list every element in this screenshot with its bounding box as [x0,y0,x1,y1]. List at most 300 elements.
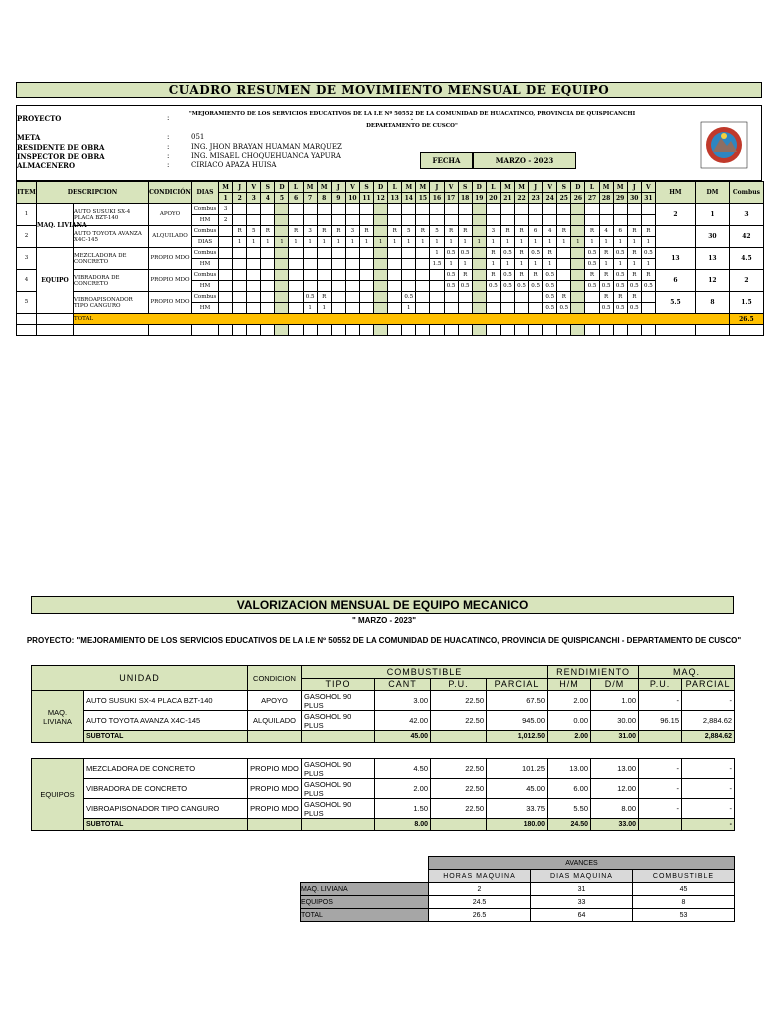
equipment-description: VIBRADORA DE CONCRETO [74,270,149,292]
day-cell [247,248,261,259]
day-cell: R [543,248,557,259]
empty [247,325,261,336]
day-cell [514,204,528,215]
day-cell [247,204,261,215]
empty [729,325,763,336]
dm: 8.00 [591,799,639,819]
empty [514,325,528,336]
day-cell [275,248,289,259]
day-cell [571,204,585,215]
day-cell: 3 [303,226,317,237]
day-cell: R [613,292,627,303]
empty [613,325,627,336]
day-cell [331,259,345,270]
day-cell: 0.5 [641,281,655,292]
item-number: 5 [17,292,37,314]
avances-col-combus: COMBUSTIBLE [633,870,735,883]
weekday: L [486,182,500,193]
row-type: HM [192,281,219,292]
day-cell [430,281,444,292]
day-cell [247,292,261,303]
subtotal-parcial2: - [682,819,735,831]
day-cell [359,292,373,303]
day-cell [275,303,289,314]
empty [430,325,444,336]
empty [641,325,655,336]
day-cell [529,215,543,226]
day-cell [472,248,486,259]
day-cell: 1 [543,237,557,248]
day-cell: 2 [219,215,233,226]
day-cell: R [585,226,599,237]
day-cell: 0.5 [613,270,627,281]
day-cell [233,259,247,270]
day-cell: 1 [599,237,613,248]
empty [345,325,359,336]
day-cell: 1 [514,259,528,270]
day-cell: 0.5 [444,270,458,281]
day-cell [472,215,486,226]
day-number: 23 [529,193,543,204]
proyecto-value [187,111,637,129]
avances-table [300,856,735,922]
day-cell [261,303,275,314]
avances-col-dm: DIAS MAQUINA [531,870,633,883]
pu: 22.50 [431,779,487,799]
day-cell [289,281,303,292]
day-cell [571,215,585,226]
parcial: 33.75 [487,799,548,819]
day-cell: 0.5 [557,303,571,314]
subtotal-label: SUBTOTAL [84,819,248,831]
total-combus: 3 [729,204,763,226]
empty [472,325,486,336]
col-hm: H/M [548,678,591,691]
day-cell [374,215,388,226]
weekday: M [514,182,528,193]
weekday: D [571,182,585,193]
day-cell [627,215,641,226]
day-cell [331,281,345,292]
day-cell [571,248,585,259]
tipo: GASOHOL 90 PLUS [302,711,375,731]
empty [302,731,375,743]
empty [317,325,331,336]
day-cell [402,270,416,281]
day-cell [359,270,373,281]
day-cell [247,303,261,314]
subtotal-dm: 31.00 [591,731,639,743]
subtotal-hm: 24.50 [548,819,591,831]
day-cell: R [317,292,331,303]
day-cell [275,270,289,281]
col-hm: HM [655,182,695,204]
day-cell: 0.5 [627,281,641,292]
empty [192,325,219,336]
day-cell: 1 [289,237,303,248]
empty [639,819,682,831]
day-cell: 1 [275,237,289,248]
row-type: HM [192,303,219,314]
day-number: 12 [374,193,388,204]
day-number: 22 [514,193,528,204]
empty [458,325,472,336]
day-cell: 1 [458,259,472,270]
total-dm: 12 [695,270,729,292]
day-cell [331,270,345,281]
day-cell [472,281,486,292]
day-cell: 1 [529,237,543,248]
total-hm: 13 [655,248,695,270]
day-cell [416,204,430,215]
day-cell [514,292,528,303]
day-cell [345,270,359,281]
day-number: 19 [472,193,486,204]
cant: 42.00 [375,711,431,731]
row-type: DIAS [192,237,219,248]
day-cell [585,303,599,314]
empty [571,325,585,336]
day-cell [219,259,233,270]
day-cell: R [359,226,373,237]
grand-total-hm: 26.5 [729,314,763,325]
equipment-condition: PROPIO MDO [149,248,192,270]
day-cell: 1 [317,237,331,248]
col-maq: MAQ. [639,666,735,679]
day-cell: 0.5 [500,270,514,281]
day-cell [486,292,500,303]
day-cell [219,292,233,303]
day-cell: 5 [430,226,444,237]
day-cell [486,215,500,226]
col-parcial: PARCIAL [487,678,548,691]
pu2: - [639,691,682,711]
total-dm: 30 [695,226,729,248]
day-cell: R [458,226,472,237]
day-cell [585,215,599,226]
day-cell [529,204,543,215]
hm: 0.00 [548,711,591,731]
project-header [16,105,762,181]
weekday: V [345,182,359,193]
movement-table [16,181,764,336]
avances-row-label: MAQ. LIVIANA [301,883,429,896]
day-cell: 0.5 [599,303,613,314]
empty [74,325,149,336]
day-cell [641,215,655,226]
day-cell [233,281,247,292]
day-cell: 1 [345,237,359,248]
unidad: AUTO TOYOTA AVANZA X4C-145 [84,711,248,731]
day-cell [416,270,430,281]
day-cell: R [458,270,472,281]
day-cell [233,248,247,259]
item-number: 1 [17,204,37,226]
day-cell [416,215,430,226]
colon: : [167,152,170,160]
day-cell [331,204,345,215]
day-cell: 3 [345,226,359,237]
day-cell: 5 [402,226,416,237]
day-cell [571,226,585,237]
day-cell [303,215,317,226]
weekday: S [458,182,472,193]
inspector-label: INSPECTOR DE OBRA [17,152,105,161]
day-cell [289,215,303,226]
hm: 6.00 [548,779,591,799]
weekday: V [641,182,655,193]
empty [627,325,641,336]
day-cell [388,270,402,281]
day-cell [500,303,514,314]
parcial2: 2,884.62 [682,711,735,731]
total-hm: 2 [655,204,695,226]
day-cell [233,215,247,226]
avances-dm: 64 [531,909,633,922]
day-cell [388,292,402,303]
empty [599,325,613,336]
day-cell: 0.5 [613,281,627,292]
day-cell: 0.5 [543,281,557,292]
day-cell: 1 [486,237,500,248]
day-cell [388,204,402,215]
avances-title: AVANCES [429,857,735,870]
day-cell [261,281,275,292]
avances-col-hm: HORAS MAQUINA [429,870,531,883]
day-cell [317,281,331,292]
day-cell [571,303,585,314]
day-cell [430,303,444,314]
day-cell [374,259,388,270]
subtotal-cant: 8.00 [375,819,431,831]
day-cell [458,204,472,215]
day-number: 7 [303,193,317,204]
empty [17,325,37,336]
day-number: 2 [233,193,247,204]
day-number: 17 [444,193,458,204]
day-cell: R [557,226,571,237]
parcial2: - [682,799,735,819]
col-condicion: CONDICION [248,666,302,691]
empty [261,325,275,336]
day-number: 16 [430,193,444,204]
col-parcial2: PARCIAL [682,678,735,691]
day-cell: 0.5 [613,248,627,259]
colon: : [167,114,170,122]
day-cell: 1 [500,259,514,270]
empty [248,819,302,831]
day-cell [219,270,233,281]
subtotal-parcial: 1,012.50 [487,731,548,743]
subtotal-row [32,819,735,831]
day-cell [261,204,275,215]
day-cell: 0.5 [500,248,514,259]
parcial: 945.00 [487,711,548,731]
pu: 22.50 [431,711,487,731]
equipment-condition: PROPIO MDO [149,292,192,314]
day-cell [571,270,585,281]
day-cell: 0.5 [458,281,472,292]
day-cell: R [416,226,430,237]
day-cell [247,215,261,226]
day-cell [641,204,655,215]
day-cell: 1 [613,259,627,270]
day-cell [374,204,388,215]
day-cell: 1 [514,237,528,248]
day-cell: 0.5 [303,292,317,303]
day-cell [275,292,289,303]
parcial2: - [682,759,735,779]
fecha-value: MARZO - 2023 [473,152,576,169]
weekday: V [543,182,557,193]
day-cell: 0.5 [514,281,528,292]
table-row [301,909,735,922]
day-cell [486,303,500,314]
residente-value: ING. JHON BRAYAN HUAMAN MARQUEZ [191,143,342,151]
day-cell [402,215,416,226]
unidad: AUTO SUSUKI SX-4 PLACA BZT-140 [84,691,248,711]
equipment-condition: PROPIO MDO [149,270,192,292]
empty [233,325,247,336]
empty [431,819,487,831]
empty [402,325,416,336]
empty [416,325,430,336]
tipo: GASOHOL 90 PLUS [302,691,375,711]
day-cell: 1 [472,237,486,248]
table-row [17,270,764,281]
valorizacion-table-maq [31,665,735,743]
weekday: J [627,182,641,193]
col-rendimiento: RENDIMIENTO [548,666,639,679]
dm: 12.00 [591,779,639,799]
day-number: 9 [331,193,345,204]
day-cell [585,204,599,215]
day-cell: 1 [430,237,444,248]
day-cell [500,292,514,303]
day-cell: 5 [247,226,261,237]
weekday: S [557,182,571,193]
total-hm: 6 [655,270,695,292]
pu2: - [639,779,682,799]
day-number: 4 [261,193,275,204]
tipo: GASOHOL 90 PLUS [302,759,375,779]
day-cell: 1 [571,237,585,248]
empty [17,314,37,325]
table-row [32,799,735,819]
day-cell [500,215,514,226]
pu2: - [639,799,682,819]
meta-value: 051 [191,133,205,141]
day-cell [529,303,543,314]
day-cell: R [585,270,599,281]
day-cell: R [486,270,500,281]
day-cell: R [529,270,543,281]
cant: 1.50 [375,799,431,819]
day-cell: 1 [529,259,543,270]
day-cell [247,281,261,292]
day-cell: 0.5 [585,281,599,292]
equipment-condition: ALQUILADO [149,226,192,248]
day-cell [289,259,303,270]
day-number: 26 [571,193,585,204]
empty [149,325,192,336]
day-cell: 0.5 [529,281,543,292]
avances-row-label: EQUIPOS [301,896,429,909]
avances-combus: 53 [633,909,735,922]
day-cell [557,215,571,226]
day-cell [458,292,472,303]
day-cell: 1 [641,237,655,248]
day-cell [402,248,416,259]
day-number: 6 [289,193,303,204]
day-cell: 0.5 [543,303,557,314]
group-equipo: EQUIPO [37,248,74,314]
day-cell [275,215,289,226]
unidad: VIBRADORA DE CONCRETO [84,779,248,799]
day-cell [345,215,359,226]
weekday: L [585,182,599,193]
day-cell: 6 [613,226,627,237]
almacenero-value: CIRIACO APAZA HUISA [191,161,277,169]
day-cell [430,292,444,303]
day-cell [416,292,430,303]
weekday: D [275,182,289,193]
day-cell [500,204,514,215]
day-cell [261,270,275,281]
day-cell [402,259,416,270]
subtotal-hm: 2.00 [548,731,591,743]
hm: 5.50 [548,799,591,819]
day-cell [514,303,528,314]
colon: : [167,133,170,141]
day-cell: 4 [543,226,557,237]
day-number: 8 [317,193,331,204]
pu: 22.50 [431,799,487,819]
avances-row-label: TOTAL [301,909,429,922]
day-number: 3 [247,193,261,204]
empty [557,325,571,336]
subtotal-parcial: 180.00 [487,819,548,831]
weekday: D [472,182,486,193]
condicion: ALQUILADO [248,711,302,731]
empty [374,325,388,336]
table-row [32,779,735,799]
day-cell [557,270,571,281]
day-cell [374,226,388,237]
avances-hm: 24.5 [429,896,531,909]
day-cell: 1 [585,237,599,248]
day-cell [430,204,444,215]
day-cell: R [388,226,402,237]
empty [303,325,317,336]
day-cell [529,292,543,303]
condicion: PROPIO MDO [248,799,302,819]
day-cell [303,204,317,215]
condicion: PROPIO MDO [248,779,302,799]
day-cell [219,226,233,237]
day-cell [275,204,289,215]
day-cell [472,226,486,237]
day-cell [458,215,472,226]
day-cell [416,248,430,259]
valorizacion-table-equipos [31,758,735,831]
weekday: M [599,182,613,193]
empty [302,819,375,831]
day-cell: 1 [430,248,444,259]
day-cell [472,259,486,270]
day-cell [303,270,317,281]
day-number: 27 [585,193,599,204]
